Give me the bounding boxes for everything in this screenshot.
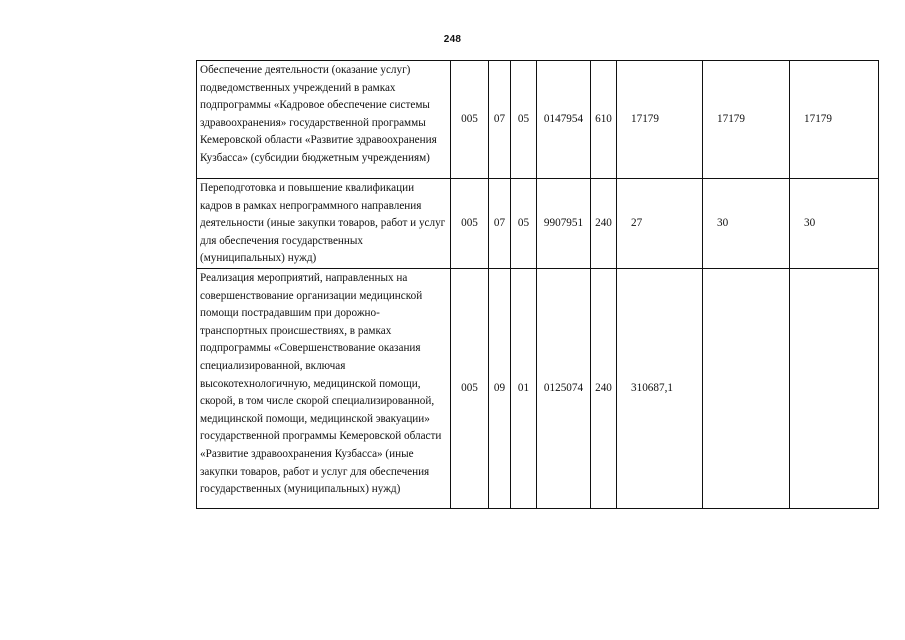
expense-type-code: 240	[591, 179, 617, 269]
ministry-code: 005	[451, 269, 489, 509]
table-row	[197, 179, 879, 269]
budget-table	[196, 60, 879, 509]
amount-year-2: 30	[703, 179, 790, 269]
target-article-code: 0147954	[537, 61, 591, 179]
section-code: 09	[489, 269, 511, 509]
subsection-code: 05	[511, 61, 537, 179]
row-description: Переподготовка и повышение квалификации кадров в рамках непрограммного направления деятельности (иные закупки товаров, работ и услуг для обеспечения государственных (муниципальных) нужд)	[197, 179, 451, 269]
expense-type-code: 240	[591, 269, 617, 509]
amount-year-3	[790, 269, 879, 509]
target-article-code: 9907951	[537, 179, 591, 269]
amount-year-3: 30	[790, 179, 879, 269]
amount-year-2: 17179	[703, 61, 790, 179]
ministry-code: 005	[451, 61, 489, 179]
row-description: Обеспечение деятельности (оказание услуг) подведомственных учреждений в рамках подпрограммы «Кадровое обеспечение системы здравоохранения» государственной программы Кемеровской области «Развитие здравоохранения Кузбасса» (субсидии бюджетным учреждениям)	[197, 61, 451, 179]
subsection-code: 01	[511, 269, 537, 509]
amount-year-2	[703, 269, 790, 509]
amount-year-1: 17179	[617, 61, 703, 179]
page-number: 248	[443, 34, 462, 45]
table-row	[197, 61, 879, 179]
amount-year-1: 310687,1	[617, 269, 703, 509]
subsection-code: 05	[511, 179, 537, 269]
amount-year-1: 27	[617, 179, 703, 269]
section-code: 07	[489, 61, 511, 179]
expense-type-code: 610	[591, 61, 617, 179]
target-article-code: 0125074	[537, 269, 591, 509]
row-description: Реализация мероприятий, направленных на совершенствование организации медицинской помощи пострадавшим при дорожно-транспортных происшествиях, в рамках подпрограммы «Совершенствование оказания специализированной, включая высокотехнологичную, медицинской помощи, скорой, в том числе скорой специализированной, медицинской помощи, медицинской эвакуации» государственной программы Кемеровской области «Развитие здравоохранения Кузбасса» (иные закупки товаров, работ и услуг для обеспечения государственных (муниципальных) нужд)	[197, 269, 451, 509]
ministry-code: 005	[451, 179, 489, 269]
table-row	[197, 269, 879, 509]
section-code: 07	[489, 179, 511, 269]
amount-year-3: 17179	[790, 61, 879, 179]
